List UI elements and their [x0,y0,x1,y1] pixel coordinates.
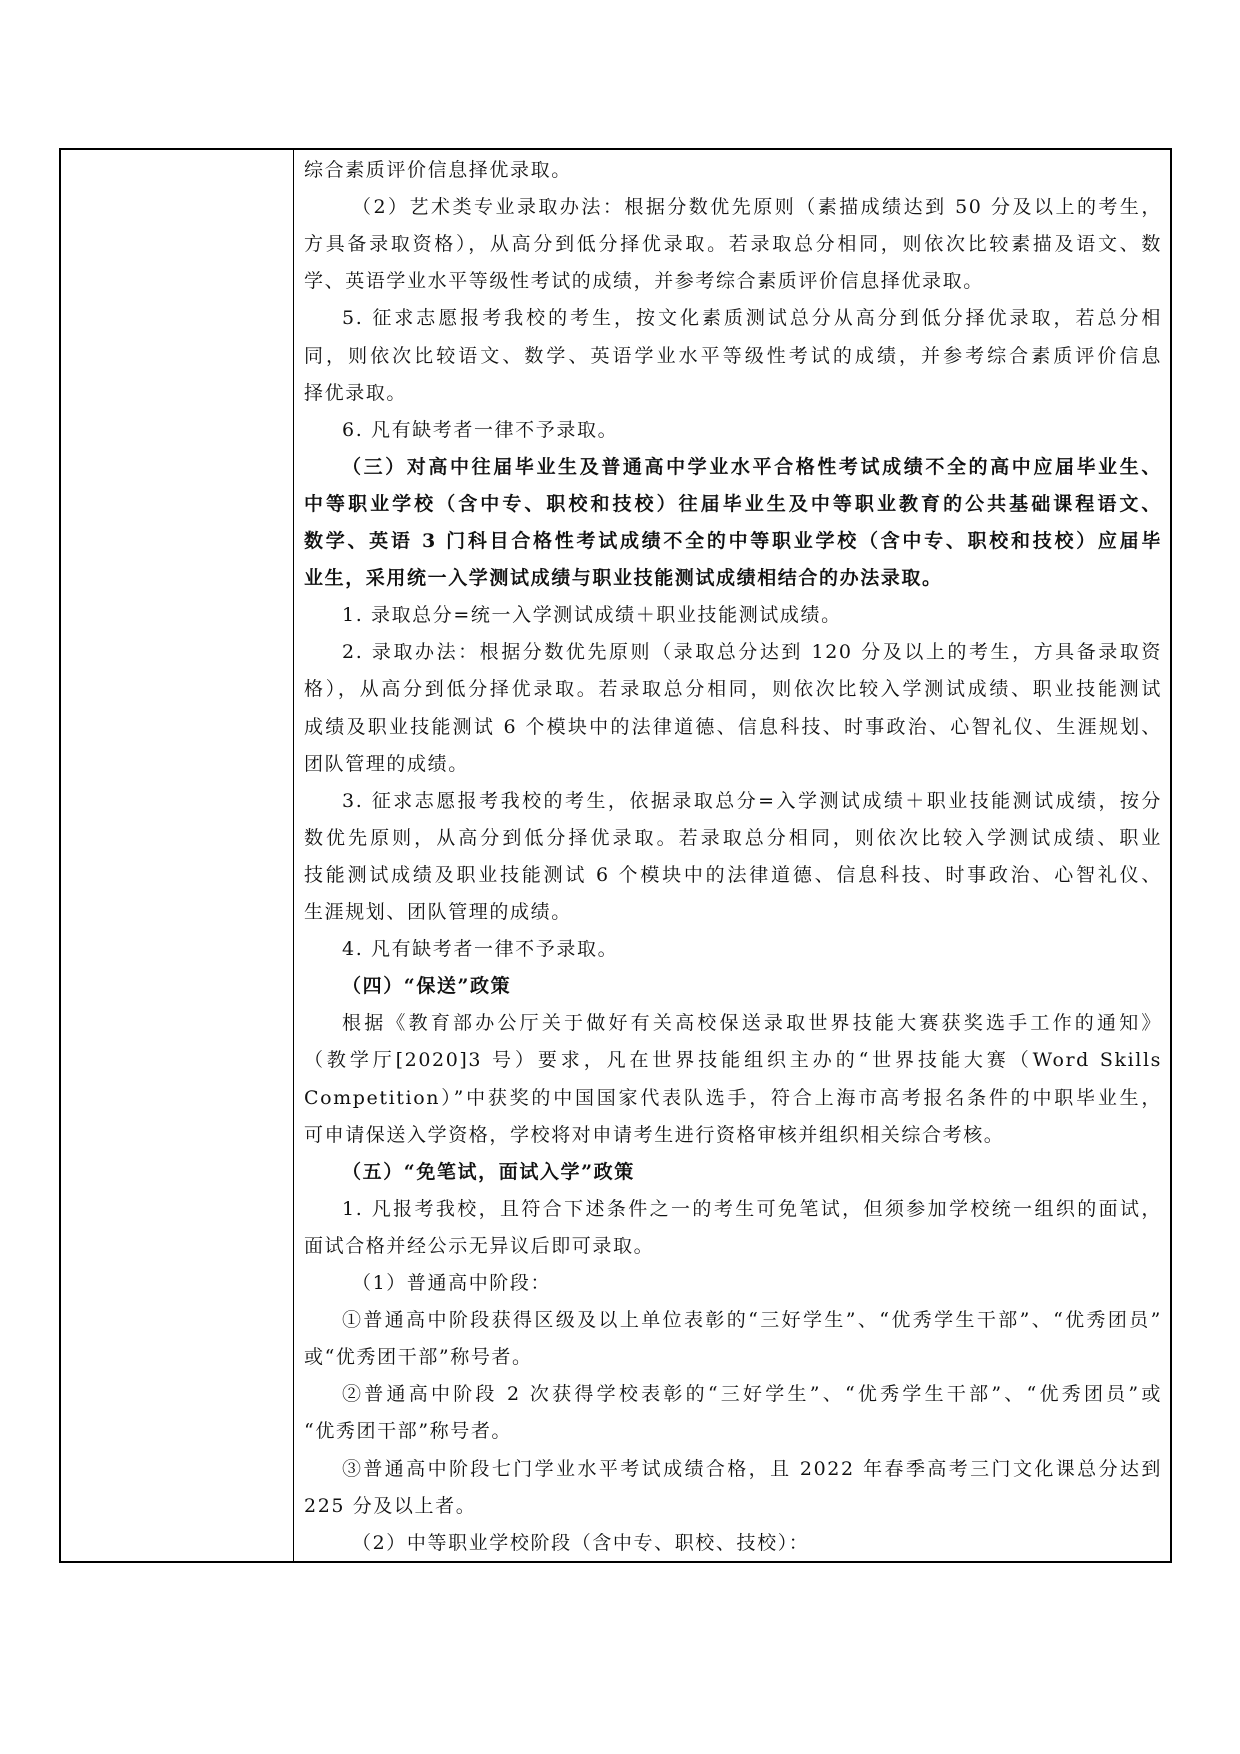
text-line: 技能测试成绩及职业技能测试 6 个模块中的法律道德、信息科技、时事政治、心智礼仪、 [304,863,1162,886]
text-line: Competition）”中获奖的中国国家代表队选手，符合上海市高考报名条件的中职毕业生， [304,1086,1162,1109]
text-line: （2）艺术类专业录取办法：根据分数优先原则（素描成绩达到 50 分及以上的考生， [352,196,1162,219]
text-line: （五）“免笔试，面试入学”政策 [342,1160,635,1183]
text-line: 数学、英语 3 门科目合格性考试成绩不全的中等职业学校（含中专、职校和技校）应届毕 [304,530,1162,552]
text-line: 生涯规划、团队管理的成绩。 [304,901,572,923]
text-line: （三）对高中往届毕业生及普通高中学业水平合格性考试成绩不全的高中应届毕业生、 [342,455,1162,478]
text-line: 6. 凡有缺考者一律不予录取。 [342,418,619,441]
text-line: ①普通高中阶段获得区级及以上单位表彰的“三好学生”、“优秀学生干部”、“优秀团员” [342,1309,1162,1332]
document-table [59,148,1172,1563]
text-line: 学、英语学业水平等级性考试的成绩，并参考综合素质评价信息择优录取。 [304,270,984,293]
text-line: 225 分及以上者。 [304,1494,477,1517]
text-line: （1）普通高中阶段： [352,1272,552,1294]
text-line: （四）“保送”政策 [342,975,512,998]
text-line: 同，则依次比较语文、数学、英语学业水平等级性考试的成绩，并参考综合素质评价信息 [304,344,1162,367]
text-line: 1. 凡报考我校，且符合下述条件之一的考生可免笔试，但须参加学校统一组织的面试， [342,1197,1162,1220]
text-line: 方具备录取资格），从高分到低分择优录取。若录取总分相同，则依次比较素描及语文、数 [304,233,1162,256]
text-line: （教学厅[2020]3 号）要求，凡在世界技能组织主办的“世界技能大赛（Word Skills [304,1049,1162,1072]
text-line: 数优先原则，从高分到低分择优录取。若录取总分相同，则依次比较入学测试成绩、职业 [304,826,1162,849]
text-line: 3. 征求志愿报考我校的考生，依据录取总分=入学测试成绩＋职业技能测试成绩，按分 [342,789,1162,812]
text-line: 或“优秀团干部”称号者。 [304,1346,533,1369]
text-line: 业生，采用统一入学测试成绩与职业技能测试成绩相结合的办法录取。 [304,567,943,590]
text-line: 格），从高分到低分择优录取。若录取总分相同，则依次比较入学测试成绩、职业技能测试 [304,678,1162,701]
text-line: “优秀团干部”称号者。 [304,1420,513,1443]
text-line: 2. 录取办法：根据分数优先原则（录取总分达到 120 分及以上的考生，方具备录取资 [342,641,1162,664]
text-line: 可申请保送入学资格，学校将对申请考生进行资格审核并组织相关综合考核。 [304,1123,1005,1146]
text-line: ③普通高中阶段七门学业水平考试成绩合格，且 2022 年春季高考三门文化课总分达到 [342,1457,1162,1480]
text-line: 面试合格并经公示无异议后即可录取。 [304,1234,655,1257]
text-line: ②普通高中阶段 2 次获得学校表彰的“三好学生”、“优秀学生干部”、“优秀团员”或 [342,1383,1162,1406]
text-line: 中等职业学校（含中专、职校和技校）往届毕业生及中等职业教育的公共基础课程语文、 [304,492,1162,515]
text-line: 择优录取。 [304,381,408,404]
text-line: 成绩及职业技能测试 6 个模块中的法律道德、信息科技、时事政治、心智礼仪、生涯规划、 [304,715,1162,738]
text-line: 团队管理的成绩。 [304,752,469,775]
text-line: （2）中等职业学校阶段（含中专、职校、技校）： [352,1531,810,1554]
text-line: 4. 凡有缺考者一律不予录取。 [342,938,619,961]
text-line: 根据《教育部办公厅关于做好有关高校保送录取世界技能大赛获奖选手工作的通知》 [342,1012,1162,1035]
text-line: 5. 征求志愿报考我校的考生，按文化素质测试总分从高分到低分择优录取，若总分相 [342,307,1162,330]
text-line: 综合素质评价信息择优录取。 [304,159,572,181]
table-left-cell [61,150,294,1561]
table-content-cell [294,150,1170,1561]
text-line: 1. 录取总分=统一入学测试成绩＋职业技能测试成绩。 [342,604,842,627]
